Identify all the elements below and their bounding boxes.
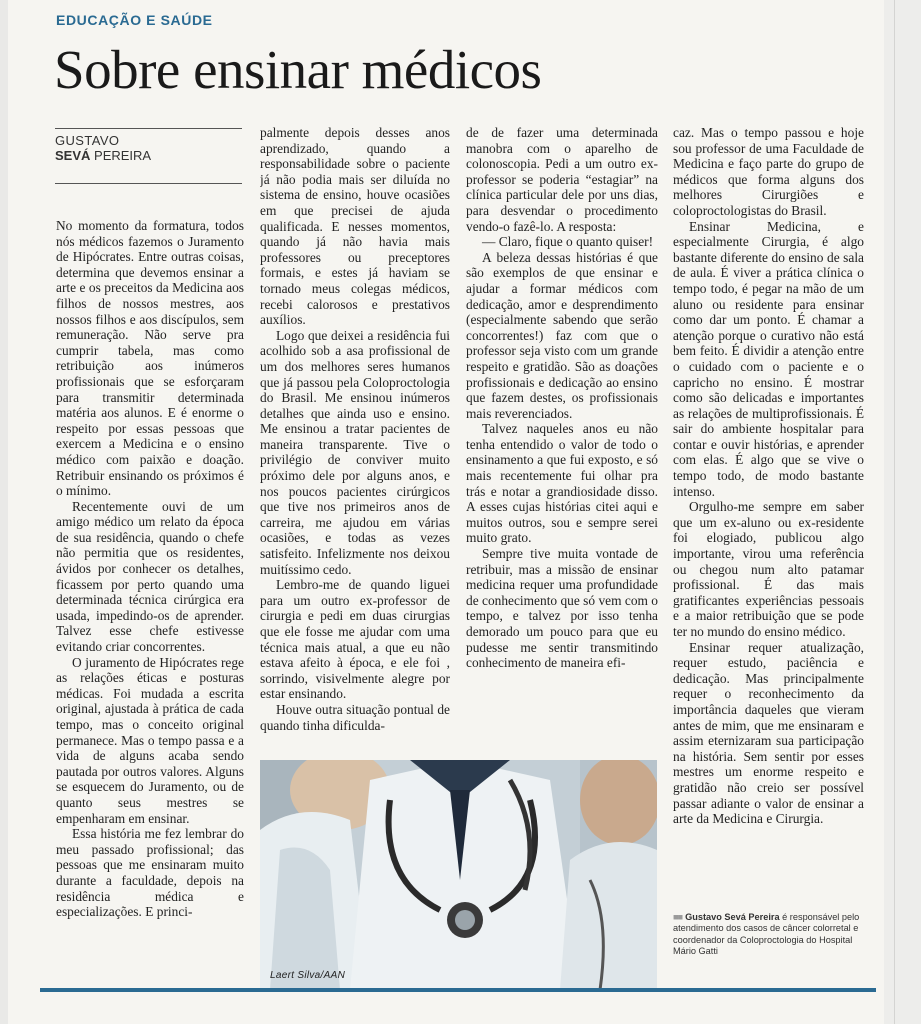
article-column-2 [260, 125, 450, 755]
paragraph: Ensinar requer atualização, requer estudo, paciência e dedicação. Mas principalmente requer o reconhecimento da importância daqueles que vieram antes de mim, que me ensinaram e assim eternizaram sua participação na história. Sem sentir por esses mestres um enorme respeito e gratidão não creio ser possível passar adiante o valor de ensinar a arte da Medicina e Cirurgia. [673, 639, 864, 827]
byline [55, 128, 242, 184]
article-column-3 [466, 125, 658, 755]
paragraph: Lembro-me de quando liguei para um outro ex-professor de cirurgia e pedi em duas cirurgias que ele fosse me ajudar com uma técnica mais atual, a que eu não estava afeito à época, e ele foi , sorrindo, visivelmente alegre por estar ensinando. [260, 577, 450, 702]
paragraph: — Claro, fique o quanto quiser! [482, 234, 654, 250]
paragraph: de de fazer uma determinada manobra com o aparelho de colonoscopia. Pedi a um outro ex-professor se poderia “estagiar” na clínica particular dele por uns dias, para desvendar o procedimento vendo-o fazê-lo. A resposta: [466, 125, 658, 234]
paragraph: palmente depois desses anos aprendizado, quando a responsabilidade sobre o paciente já não podia mais ser diluída no sistema de ensino, houve ocasiões em que precisei de ajuda qualificada. E nesses momentos, quando já não havia mais professores ou preceptores formais, e estes já haviam se tornado meus colegas médicos, recebi calorosos e prestativos auxílios. [260, 125, 450, 328]
paragraph: Essa história me fez lembrar do meu passado profissional; das pessoas que me ensinaram muito durante a faculdade, depois na residência médica e especializações. E princi- [56, 826, 244, 920]
paragraph: A beleza dessas histórias é que são exemplos de que ensinar e ajudar a formar médicos com dedicação, amor e desprendimento (especialmente sabendo que serão concorrentes!) faz com que o professor seja visto com um grande respeito e gratidão. São as doações profissionais e dedicação ao ensino que fazem destes, os profissionais mais reverenciados. [466, 249, 658, 421]
article-column-4 [673, 125, 864, 895]
paragraph: O juramento de Hipócrates rege as relações éticas e posturas médicas. Foi mudada a escrita original, ajustada à prática de cada tempo, mas o conceito original permanece. Mas o tempo passa e a vida de alguns acaba sendo pautada por outros valores. Alguns se esquecem do Juramento, ou de quanto seus mestres se empenharam em ensinar. [56, 654, 244, 826]
paragraph: Logo que deixei a residência fui acolhido sob a asa profissional de um dos melhores seres humanos que já passou pela Coloproctologia do Brasil. Me ensinou inúmeros detalhes que ainda uso e ensino. Me ensinou a tratar pacientes de maneira transparente. Tive o privilégio de conviver muito próximo dele por alguns anos, e nos poucos pacientes cirúrgicos que tive nos primeiros anos de carreira, me ajudou em várias ocasiões, e todas as vezes satisfeito. Infelizmente nos deixou muitíssimo cedo. [260, 327, 450, 577]
paragraph: No momento da formatura, todos nós médicos fazemos o Juramento de Hipócrates. Entre outras coisas, determina que devemos ensinar a arte e os preceitos da Medicina aos filhos de nossos mestres, aos nossos filhos e aos discípulos, sem remuneração. Não serve pra cumprir tabela, mas como retribuição aos inúmeros profissionais que se esforçaram para transmitir determinada matéria aos alunos. E é enorme o respeito por essas pessoas que exercem a Medicina e o ensino médico com paixão e doação. Retribuir ensinando os próximos é o mínimo. [56, 218, 244, 499]
bottom-rule [40, 988, 876, 992]
byline-middle-name: SEVÁ [55, 148, 91, 163]
bio-text: é responsável pelo atendimento dos casos de câncer colorretal e coordenador da Coloproctologia do Hospital Mário Gatti [673, 912, 860, 957]
paragraph: Ensinar Medicina, e especialmente Cirurgia, é algo bastante diferente do ensino de sala de aula. É viver a prática clínica o tempo todo, é pegar na mão de um aluno ou residente para ensinar como dar um ponto. É chamar a atenção porque o curativo não está bem feito. É dividir a atenção entre o cuidado com o paciente e o capricho no ensino. É mostrar como são delicadas e importantes as relações de multiprofissionais. É sair do ambiente hospitalar para contar e ouvir histórias, e aprender com elas. É algo que se vive o tempo todo, de modo bastante intenso. [673, 218, 864, 499]
doctors-illustration [260, 760, 657, 990]
bio-name: Gustavo Sevá Pereira [685, 912, 780, 922]
author-bio [673, 912, 868, 958]
section-label: EDUCAÇÃO E SAÚDE [56, 12, 213, 28]
illustration-credit: Laert Silva/AAN [270, 970, 346, 981]
page-edge [884, 0, 921, 1024]
paragraph: Orgulho-me sempre em saber que um ex-aluno ou ex-residente foi elogiado, publicou algo importante, virou uma referência ou chegou num alto patamar profissional. É das mais gratificantes experiências pessoais e a maior retribuição que se pode ter no mundo do ensino médico. [673, 499, 864, 639]
byline-last-name: PEREIRA [94, 148, 152, 163]
paragraph: caz. Mas o tempo passou e hoje sou professor de uma Faculdade de Medicina e faço parte do grupo de médicos que forma alguns dos melhores Cirurgiões e coloproctologistas do Brasil. [673, 125, 864, 218]
paragraph: Talvez naqueles anos eu não tenha entendido o valor de todo o ensinamento a que fui exposto, e só mais recentemente fui olhar pra trás e notar a grandiosidade disso. A esses cujas histórias citei aqui e muitos outros, sou e sempre serei muito grato. [466, 421, 658, 546]
paragraph: Houve outra situação pontual de quando tinha dificulda- [260, 701, 450, 733]
paragraph: Sempre tive muita vontade de retribuir, mas a missão de ensinar medicina requer uma profundidade de conhecimento que só vem com o tempo, e talvez por isso tenha demorado um pouco para que eu pudesse me sentir transmitindo conhecimento de maneira efi- [466, 546, 658, 671]
article-column-1 [56, 218, 244, 982]
illustration-drawing [260, 760, 657, 990]
byline-first-name: GUSTAVO [55, 133, 120, 148]
paragraph: Recentemente ouvi de um amigo médico um relato da época de sua residência, quando o chefe não permitia que os residentes, ávidos por conhecer os detalhes, ficassem por perto quando uma determinada técnica cirúrgica era usada, impedindo-os de aprender. Talvez esse chefe estivesse evitando criar concorrentes. [56, 498, 244, 655]
bio-marker-icon: ■■ [673, 912, 683, 922]
byline-surname [55, 148, 242, 163]
headline: Sobre ensinar médicos [54, 39, 542, 100]
